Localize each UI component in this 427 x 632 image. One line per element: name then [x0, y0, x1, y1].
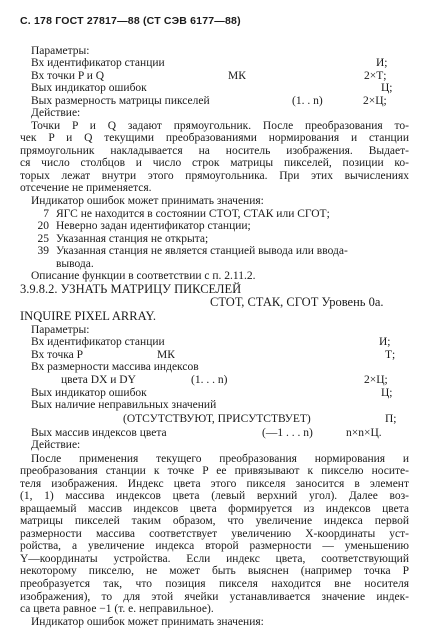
error-code: 20	[37, 220, 49, 232]
params-title: Параметры:	[31, 44, 90, 57]
param-label: Вых наличие неправильных значений	[31, 399, 217, 411]
param-label: Вх идентификатор станции	[31, 336, 165, 349]
error-text: ЯГС не находится в состоянии СТОТ, СТАК или СГОТ;	[56, 207, 330, 220]
action-line: преобразования станции к точке P ее привязывают к пикселю носите-	[20, 465, 409, 478]
param-label: Вх точка P	[31, 348, 84, 361]
action-title: Действие:	[31, 439, 81, 452]
error-text: Неверно задан идентификатор станции;	[56, 220, 251, 232]
param-type: 2×Ц;	[364, 373, 388, 386]
param-label: цвета DX и DY	[61, 373, 136, 386]
param-label: Вых индикатор ошибок	[31, 386, 147, 399]
action-line: чек P и Q текущими преобразованиями нормирования и станции	[20, 132, 409, 145]
action-line: прямоугольник накладывается на носитель изображения. Выдает-	[20, 144, 409, 157]
section-title: 3.9.8.2. УЗНАТЬ МАТРИЦУ ПИКСЕЛЕЙ	[20, 281, 242, 296]
param-type: П;	[385, 413, 397, 426]
page-header: С. 178 ГОСТ 27817—88 (СТ СЭВ 6177—88)	[20, 15, 241, 27]
param-type: 2×Ц;	[363, 94, 387, 107]
param-type: И;	[379, 336, 391, 349]
param-type: Т;	[385, 348, 396, 361]
action-line: вращаемый массив индексов цвета формируется из индексов цвета	[20, 502, 409, 515]
action-line: размерности массива соответствует увеличению X-координаты уст-	[20, 527, 409, 540]
param-mid: (1. . . n)	[191, 373, 228, 386]
param-label: Вх идентификатор станции	[31, 57, 165, 70]
param-label: Вых размерность матрицы пикселей	[31, 94, 210, 107]
param-type: Ц;	[381, 82, 393, 95]
error-code: 7	[43, 207, 49, 220]
param-type: n×n×Ц.	[346, 426, 382, 439]
param-type: И;	[376, 57, 388, 70]
param-mid: (—1 . . . n)	[262, 426, 313, 439]
error-code: 39	[37, 245, 49, 257]
action-line: преобразуется так, что позиция пикселя находится вне носителя	[20, 578, 409, 590]
action-line: са цвета равное −1 (т. е. неправильное).	[20, 603, 214, 615]
errors-intro: Индикатор ошибок может принимать значения:	[31, 615, 264, 628]
action-line: Y—координаты устройства. Если индекс цвета, соответствующий	[20, 552, 409, 565]
param-label: Вх размерности массива индексов	[31, 361, 199, 374]
section-states: СТОТ, СТАК, СГОТ Уровень 0а.	[210, 295, 384, 309]
param-mid: МК	[157, 348, 175, 361]
param-label: Вх точки P и Q	[31, 69, 105, 82]
action-line: отсечение не применяется.	[20, 182, 152, 195]
action-line: изображения), то для этой ячейки устанавливается значение индек-	[20, 590, 409, 603]
action-line: ройства, а увеличение индекса второй размерности — уменьшению	[20, 540, 409, 553]
param-mid: (ОТСУТСТВУЮТ, ПРИСУТСТВУЕТ)	[123, 413, 311, 426]
error-text: Указанная станция не является станцией вывода или вводa-	[56, 245, 348, 257]
action-line: (1, 1) массива индексов цвета (левый верхний угол). Далее воз-	[20, 490, 409, 503]
action-title: Действие:	[31, 107, 81, 120]
errors-intro: Индикатор ошибок может принимать значения:	[31, 195, 264, 207]
error-text-cont: вывода.	[56, 257, 94, 270]
action-line: торых лежат внутри этого прямоугольника. При этих вычислениях	[20, 169, 409, 182]
param-label: Вых массив индексов цвета	[31, 426, 167, 439]
action-line: теля изображения. Индекс цвета этого пикселя заносится в элемент	[20, 477, 409, 490]
error-text: Указанная станция не открыта;	[56, 232, 209, 245]
param-type: Ц;	[381, 386, 393, 399]
description-ref: Описание функции в соответствии с п. 2.11.2.	[31, 270, 256, 282]
param-mid: (1. . n)	[292, 94, 323, 107]
action-line: Точки P и Q задают прямоугольник. После преобразования то-	[31, 119, 409, 132]
action-line: ся число столбцов и число строк матрицы пикселей, позиции ко-	[20, 157, 409, 170]
error-code: 25	[37, 232, 49, 245]
action-line: После применения текущего преобразования нормирования и	[31, 452, 409, 465]
action-line: матрицы пикселей таким образом, что увеличение индекса первой	[20, 515, 409, 528]
action-line: некоторому пикселю, не может быть выяснен (например точка P	[20, 565, 409, 578]
param-mid: МК	[228, 69, 246, 82]
params-title: Параметры:	[31, 323, 90, 336]
param-label: Вых индикатор ошибок	[31, 82, 147, 95]
section-english-title: INQUIRE PIXEL ARRAY.	[20, 309, 157, 324]
param-type: 2×Т;	[364, 69, 387, 82]
